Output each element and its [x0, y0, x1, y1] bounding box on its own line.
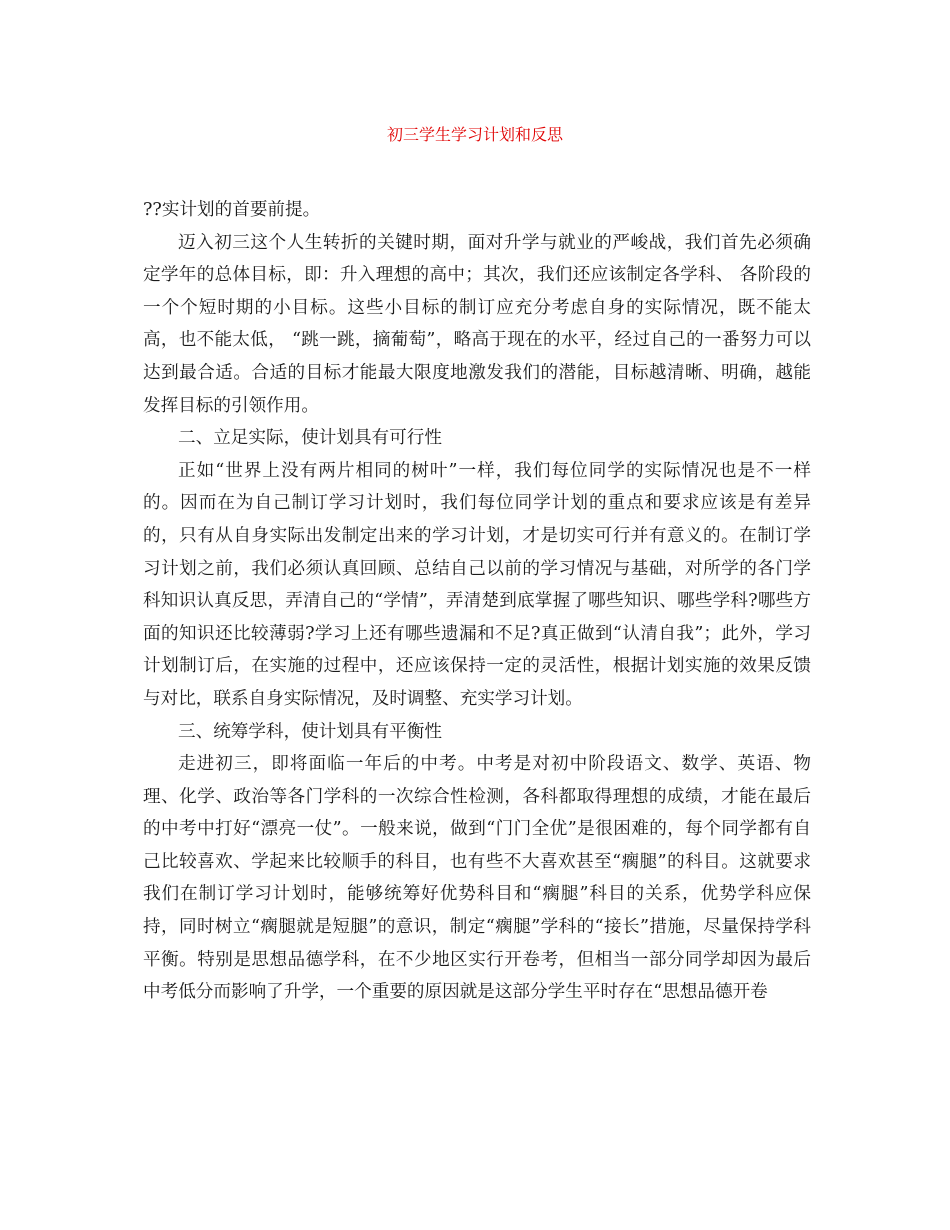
- paragraph-feasibility: 正如“世界上没有两片相同的树叶”一样，我们每位同学的实际情况也是不一样的。因而在为自己制订学习计划时，我们每位同学计划的重点和要求应该是有差异的，只有从自身实际出发制定出来的学习计划，才是切实可行并有意义的。在制订学习计划之前，我们必须认真回顾、总结自己以前的学习情况与基础，对所学的各门学科知识认真反思，弄清自己的“学情”，弄清楚到底掌握了哪些知识、哪些学科?哪些方面的知识还比较薄弱?学习上还有哪些遗漏和不足?真正做到“认清自我”；此外，学习计划制订后，在实施的过程中，还应该保持一定的灵活性，根据计划实施的效果反馈与对比，联系自身实际情况，及时调整、充实学习计划。: [143, 460, 811, 709]
- document-body: [143, 194, 811, 1009]
- paragraph-goals: 迈入初三这个人生转折的关键时期，面对升学与就业的严峻战，我们首先必须确定学年的总体目标，即：升入理想的高中；其次，我们还应该制定各学科、 各阶段的一个个短时期的小目标。这些小目标的制订应充分考虑自身的实际情况，既不能太高，也不能太低， “跳一跳，摘葡萄”，略高于现在的水平，经过自己的一番努力可以达到最合适。合适的目标才能最大限度地激发我们的潜能，目标越清晰、明确，越能发挥目标的引领作用。: [143, 232, 811, 416]
- document-title: 初三学生学习计划和反思: [386, 125, 563, 144]
- section-heading-balance: 三、统筹学科，使计划具有平衡性: [178, 721, 442, 742]
- paragraph-balance: 走进初三，即将面临一年后的中考。中考是对初中阶段语文、数学、英语、物理、化学、政治等各门学科的一次综合性检测，各科都取得理想的成绩，才能在最后的中考中打好“漂亮一仗”。一般来说，做到“门门全优”是很困难的，每个同学都有自己比较喜欢、学起来比较顺手的科目，也有些不大喜欢甚至“瘸腿”的科目。这就要求我们在制订学习计划时，能够统筹好优势科目和“瘸腿”科目的关系，优势学科应保持，同时树立“瘸腿就是短腿”的意识，制定“瘸腿”学科的“接长”措施，尽量保持学科平衡。特别是思想品德学科，在不少地区实行开卷考，但相当一部分同学却因为最后中考低分而影响了升学，一个重要的原因就是这部分学生平时存在“思想品德开卷: [143, 754, 811, 1003]
- paragraph-intro-fragment: ??实计划的首要前提。: [143, 200, 321, 220]
- section-heading-feasibility: 二、立足实际，使计划具有可行性: [178, 428, 442, 449]
